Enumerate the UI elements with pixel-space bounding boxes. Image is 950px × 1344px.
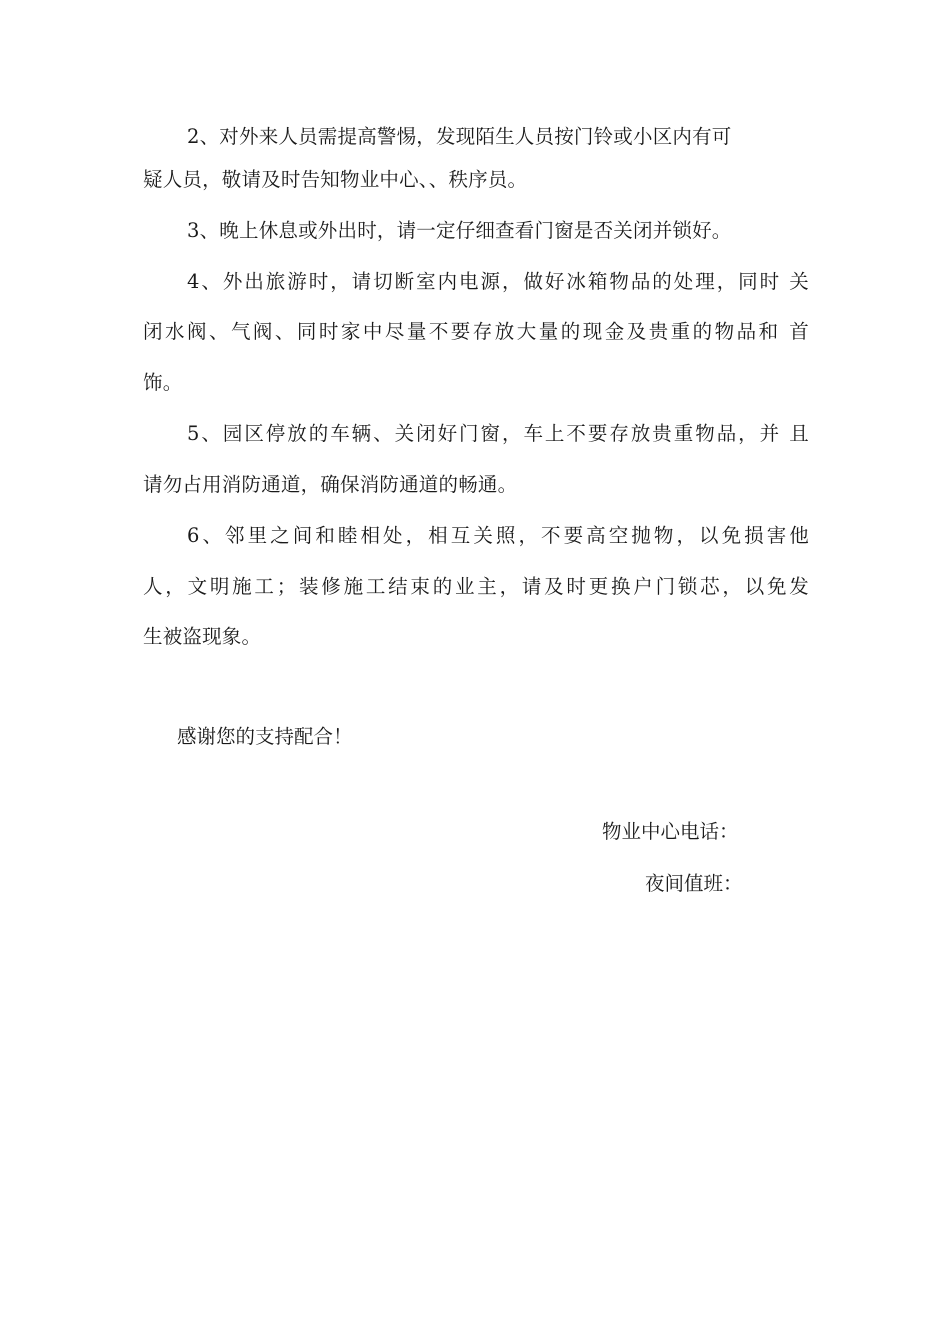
paragraph-line: 3、晚上休息或外出时，请一定仔细查看门窗是否关闭并锁好。: [187, 219, 732, 242]
closing-thanks: 感谢您的支持配合！: [177, 725, 353, 748]
paragraph-line: 饰。: [143, 371, 183, 394]
paragraph-line: 请勿占用消防通道，确保消防通道的畅通。: [143, 473, 518, 496]
paragraph-line: 疑人员，敬请及时告知物业中心、、秩序员。: [143, 168, 528, 191]
paragraph-line: 人，文明施工；装修施工结束的业主，请及时更换户门锁芯，以免发: [143, 575, 809, 598]
paragraph-line: 生被盗现象。: [143, 625, 262, 648]
night-duty-label: 夜间值班：: [645, 872, 743, 895]
paragraph-line: 4、外出旅游时，请切断室内电源，做好冰箱物品的处理，同时 关: [187, 270, 809, 293]
paragraph-line: 闭水阀、气阀、同时家中尽量不要存放大量的现金及贵重的物品和 首: [143, 320, 809, 343]
paragraph-line: 6、邻里之间和睦相处，相互关照，不要高空抛物，以免损害他: [187, 524, 809, 547]
property-center-phone-label: 物业中心电话：: [602, 820, 739, 843]
paragraph-line: 5、园区停放的车辆、关闭好门窗，车上不要存放贵重物品，并 且: [187, 422, 809, 445]
paragraph-line: 2、对外来人员需提高警惕，发现陌生人员按门铃或小区内有可: [187, 125, 732, 148]
